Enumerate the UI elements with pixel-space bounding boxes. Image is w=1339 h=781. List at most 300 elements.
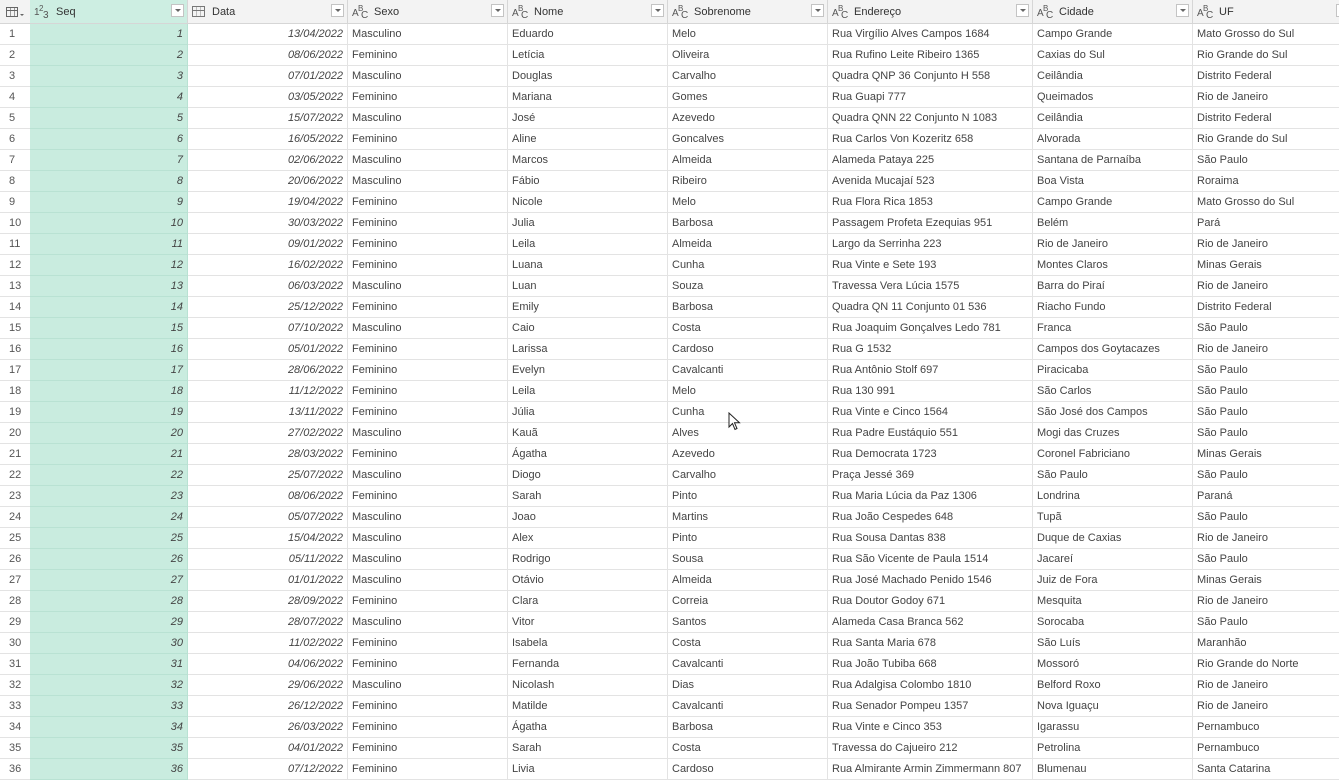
filter-dropdown-button[interactable] (171, 4, 184, 17)
cell-sexo[interactable]: Feminino (348, 360, 508, 381)
cell-data[interactable]: 06/03/2022 (188, 276, 348, 297)
cell-uf[interactable]: Paraná (1193, 486, 1339, 507)
column-header-cidade[interactable] (1033, 0, 1193, 23)
cell-seq[interactable]: 29 (30, 612, 188, 633)
cell-cidade[interactable]: Petrolina (1033, 738, 1193, 759)
cell-sobrenome[interactable]: Barbosa (668, 297, 828, 318)
cell-sobrenome[interactable]: Costa (668, 633, 828, 654)
cell-seq[interactable]: 22 (30, 465, 188, 486)
table-row[interactable] (0, 255, 1339, 276)
cell-sobrenome[interactable]: Dias (668, 675, 828, 696)
cell-sobrenome[interactable]: Cavalcanti (668, 360, 828, 381)
cell-uf[interactable]: Minas Gerais (1193, 444, 1339, 465)
cell-sexo[interactable]: Feminino (348, 45, 508, 66)
cell-cidade[interactable]: Belém (1033, 213, 1193, 234)
cell-nome[interactable]: Matilde (508, 696, 668, 717)
cell-endereco[interactable]: Rua Maria Lúcia da Paz 1306 (828, 486, 1033, 507)
text-type-icon[interactable]: A B C (1037, 3, 1054, 21)
column-header-sexo[interactable] (348, 0, 508, 23)
cell-endereco[interactable]: Rua Vinte e Cinco 353 (828, 717, 1033, 738)
cell-data[interactable]: 19/04/2022 (188, 192, 348, 213)
cell-endereco[interactable]: Rua Padre Eustáquio 551 (828, 423, 1033, 444)
cell-sexo[interactable]: Feminino (348, 381, 508, 402)
cell-data[interactable]: 11/02/2022 (188, 633, 348, 654)
cell-cidade[interactable]: Piracicaba (1033, 360, 1193, 381)
cell-data[interactable]: 28/06/2022 (188, 360, 348, 381)
cell-sobrenome[interactable]: Carvalho (668, 465, 828, 486)
cell-data[interactable]: 28/03/2022 (188, 444, 348, 465)
cell-nome[interactable]: Ágatha (508, 444, 668, 465)
cell-seq[interactable]: 17 (30, 360, 188, 381)
text-type-icon[interactable]: A B C (832, 3, 849, 21)
table-row[interactable] (0, 213, 1339, 234)
cell-sexo[interactable]: Feminino (348, 129, 508, 150)
cell-seq[interactable]: 30 (30, 633, 188, 654)
cell-sexo[interactable]: Masculino (348, 528, 508, 549)
cell-sobrenome[interactable]: Cavalcanti (668, 654, 828, 675)
cell-seq[interactable]: 27 (30, 570, 188, 591)
cell-nome[interactable]: Leila (508, 381, 668, 402)
cell-data[interactable]: 25/12/2022 (188, 297, 348, 318)
cell-seq[interactable]: 8 (30, 171, 188, 192)
cell-cidade[interactable]: Londrina (1033, 486, 1193, 507)
cell-endereco[interactable]: Rua João Cespedes 648 (828, 507, 1033, 528)
cell-endereco[interactable]: Largo da Serrinha 223 (828, 234, 1033, 255)
cell-sobrenome[interactable]: Gomes (668, 87, 828, 108)
cell-nome[interactable]: Eduardo (508, 24, 668, 45)
table-row[interactable] (0, 192, 1339, 213)
cell-uf[interactable]: Maranhão (1193, 633, 1339, 654)
cell-endereco[interactable]: Rua Almirante Armin Zimmermann 807 (828, 759, 1033, 780)
cell-uf[interactable]: Rio Grande do Norte (1193, 654, 1339, 675)
cell-uf[interactable]: Rio de Janeiro (1193, 339, 1339, 360)
cell-sexo[interactable]: Feminino (348, 213, 508, 234)
table-row[interactable] (0, 675, 1339, 696)
cell-uf[interactable]: São Paulo (1193, 318, 1339, 339)
cell-cidade[interactable]: Jacareí (1033, 549, 1193, 570)
table-row[interactable] (0, 171, 1339, 192)
cell-nome[interactable]: Livia (508, 759, 668, 780)
table-row[interactable] (0, 297, 1339, 318)
cell-sexo[interactable]: Feminino (348, 717, 508, 738)
cell-data[interactable]: 07/10/2022 (188, 318, 348, 339)
cell-sexo[interactable]: Feminino (348, 255, 508, 276)
cell-nome[interactable]: Vitor (508, 612, 668, 633)
cell-nome[interactable]: Marcos (508, 150, 668, 171)
table-row[interactable] (0, 717, 1339, 738)
cell-cidade[interactable]: Tupã (1033, 507, 1193, 528)
cell-data[interactable]: 07/01/2022 (188, 66, 348, 87)
cell-sobrenome[interactable]: Costa (668, 318, 828, 339)
cell-endereco[interactable]: Rua Doutor Godoy 671 (828, 591, 1033, 612)
cell-sobrenome[interactable]: Cardoso (668, 759, 828, 780)
cell-endereco[interactable]: Rua Guapi 777 (828, 87, 1033, 108)
table-row[interactable] (0, 696, 1339, 717)
cell-cidade[interactable]: Blumenau (1033, 759, 1193, 780)
cell-endereco[interactable]: Rua Antônio Stolf 697 (828, 360, 1033, 381)
table-row[interactable] (0, 108, 1339, 129)
cell-sexo[interactable]: Feminino (348, 87, 508, 108)
cell-sobrenome[interactable]: Correia (668, 591, 828, 612)
cell-nome[interactable]: Ágatha (508, 717, 668, 738)
cell-uf[interactable]: São Paulo (1193, 360, 1339, 381)
cell-nome[interactable]: Diogo (508, 465, 668, 486)
cell-nome[interactable]: Alex (508, 528, 668, 549)
cell-sobrenome[interactable]: Cunha (668, 255, 828, 276)
cell-uf[interactable]: Distrito Federal (1193, 108, 1339, 129)
cell-data[interactable]: 27/02/2022 (188, 423, 348, 444)
filter-dropdown-button[interactable] (331, 4, 344, 17)
cell-sexo[interactable]: Masculino (348, 612, 508, 633)
filter-dropdown-button[interactable] (1016, 4, 1029, 17)
column-header-nome[interactable] (508, 0, 668, 23)
cell-endereco[interactable]: Rua Vinte e Cinco 1564 (828, 402, 1033, 423)
cell-endereco[interactable]: Rua Democrata 1723 (828, 444, 1033, 465)
cell-sexo[interactable]: Feminino (348, 696, 508, 717)
cell-data[interactable]: 13/04/2022 (188, 24, 348, 45)
cell-nome[interactable]: Júlia (508, 402, 668, 423)
cell-uf[interactable]: Santa Catarina (1193, 759, 1339, 780)
cell-endereco[interactable]: Rua São Vicente de Paula 1514 (828, 549, 1033, 570)
cell-endereco[interactable]: Alameda Pataya 225 (828, 150, 1033, 171)
cell-sexo[interactable]: Feminino (348, 591, 508, 612)
cell-endereco[interactable]: Travessa Vera Lúcia 1575 (828, 276, 1033, 297)
cell-cidade[interactable]: Campo Grande (1033, 24, 1193, 45)
cell-data[interactable]: 13/11/2022 (188, 402, 348, 423)
cell-uf[interactable]: Rio de Janeiro (1193, 87, 1339, 108)
cell-uf[interactable]: São Paulo (1193, 402, 1339, 423)
cell-nome[interactable]: Caio (508, 318, 668, 339)
filter-dropdown-button[interactable] (811, 4, 824, 17)
cell-seq[interactable]: 28 (30, 591, 188, 612)
cell-endereco[interactable]: Quadra QN 11 Conjunto 01 536 (828, 297, 1033, 318)
cell-seq[interactable]: 36 (30, 759, 188, 780)
table-row[interactable] (0, 381, 1339, 402)
cell-endereco[interactable]: Praça Jessé 369 (828, 465, 1033, 486)
cell-data[interactable]: 01/01/2022 (188, 570, 348, 591)
cell-seq[interactable]: 32 (30, 675, 188, 696)
cell-sobrenome[interactable]: Pinto (668, 486, 828, 507)
cell-data[interactable]: 05/01/2022 (188, 339, 348, 360)
cell-uf[interactable]: Rio de Janeiro (1193, 276, 1339, 297)
cell-seq[interactable]: 25 (30, 528, 188, 549)
table-row[interactable] (0, 486, 1339, 507)
cell-sexo[interactable]: Feminino (348, 759, 508, 780)
table-row[interactable] (0, 528, 1339, 549)
cell-seq[interactable]: 13 (30, 276, 188, 297)
cell-data[interactable]: 09/01/2022 (188, 234, 348, 255)
cell-data[interactable]: 04/01/2022 (188, 738, 348, 759)
cell-sexo[interactable]: Feminino (348, 339, 508, 360)
cell-seq[interactable]: 20 (30, 423, 188, 444)
cell-sobrenome[interactable]: Carvalho (668, 66, 828, 87)
table-row[interactable] (0, 570, 1339, 591)
cell-endereco[interactable]: Quadra QNN 22 Conjunto N 1083 (828, 108, 1033, 129)
cell-cidade[interactable]: São Luís (1033, 633, 1193, 654)
cell-nome[interactable]: Letícia (508, 45, 668, 66)
cell-uf[interactable]: Rio de Janeiro (1193, 696, 1339, 717)
cell-nome[interactable]: Evelyn (508, 360, 668, 381)
cell-uf[interactable]: Mato Grosso do Sul (1193, 192, 1339, 213)
cell-cidade[interactable]: Franca (1033, 318, 1193, 339)
cell-sexo[interactable]: Masculino (348, 465, 508, 486)
table-row[interactable] (0, 591, 1339, 612)
cell-sobrenome[interactable]: Pinto (668, 528, 828, 549)
cell-sexo[interactable]: Masculino (348, 423, 508, 444)
cell-sobrenome[interactable]: Melo (668, 24, 828, 45)
cell-nome[interactable]: José (508, 108, 668, 129)
text-type-icon[interactable]: A B C (352, 3, 369, 21)
cell-sobrenome[interactable]: Costa (668, 738, 828, 759)
cell-endereco[interactable]: Rua Adalgisa Colombo 1810 (828, 675, 1033, 696)
cell-sobrenome[interactable]: Almeida (668, 234, 828, 255)
cell-seq[interactable]: 10 (30, 213, 188, 234)
cell-data[interactable]: 05/11/2022 (188, 549, 348, 570)
cell-sobrenome[interactable]: Ribeiro (668, 171, 828, 192)
table-row[interactable] (0, 549, 1339, 570)
table-row[interactable] (0, 465, 1339, 486)
cell-endereco[interactable]: Avenida Mucajaí 523 (828, 171, 1033, 192)
cell-data[interactable]: 28/07/2022 (188, 612, 348, 633)
cell-nome[interactable]: Julia (508, 213, 668, 234)
cell-endereco[interactable]: Rua Virgílio Alves Campos 1684 (828, 24, 1033, 45)
cell-sexo[interactable]: Feminino (348, 486, 508, 507)
cell-data[interactable]: 08/06/2022 (188, 486, 348, 507)
table-row[interactable] (0, 87, 1339, 108)
cell-endereco[interactable]: Rua Joaquim Gonçalves Ledo 781 (828, 318, 1033, 339)
cell-uf[interactable]: Rio Grande do Sul (1193, 45, 1339, 66)
cell-sexo[interactable]: Masculino (348, 150, 508, 171)
cell-sexo[interactable]: Masculino (348, 276, 508, 297)
filter-dropdown-button[interactable] (491, 4, 504, 17)
cell-sobrenome[interactable]: Almeida (668, 150, 828, 171)
cell-data[interactable]: 16/02/2022 (188, 255, 348, 276)
text-type-icon[interactable]: A B C (1197, 3, 1214, 21)
cell-uf[interactable]: São Paulo (1193, 150, 1339, 171)
cell-cidade[interactable]: Belford Roxo (1033, 675, 1193, 696)
cell-cidade[interactable]: Sorocaba (1033, 612, 1193, 633)
cell-endereco[interactable]: Quadra QNP 36 Conjunto H 558 (828, 66, 1033, 87)
cell-uf[interactable]: Rio Grande do Sul (1193, 129, 1339, 150)
cell-sexo[interactable]: Feminino (348, 192, 508, 213)
cell-cidade[interactable]: São José dos Campos (1033, 402, 1193, 423)
cell-nome[interactable]: Otávio (508, 570, 668, 591)
cell-data[interactable]: 04/06/2022 (188, 654, 348, 675)
date-type-icon[interactable] (192, 6, 205, 17)
cell-endereco[interactable]: Alameda Casa Branca 562 (828, 612, 1033, 633)
cell-uf[interactable]: Roraima (1193, 171, 1339, 192)
cell-data[interactable]: 08/06/2022 (188, 45, 348, 66)
cell-sobrenome[interactable]: Melo (668, 381, 828, 402)
cell-uf[interactable]: Minas Gerais (1193, 255, 1339, 276)
cell-seq[interactable]: 21 (30, 444, 188, 465)
cell-cidade[interactable]: Ceilândia (1033, 66, 1193, 87)
cell-sexo[interactable]: Masculino (348, 675, 508, 696)
cell-uf[interactable]: São Paulo (1193, 381, 1339, 402)
cell-data[interactable]: 16/05/2022 (188, 129, 348, 150)
cell-nome[interactable]: Nicole (508, 192, 668, 213)
cell-endereco[interactable]: Rua Santa Maria 678 (828, 633, 1033, 654)
cell-endereco[interactable]: Rua Vinte e Sete 193 (828, 255, 1033, 276)
cell-seq[interactable]: 4 (30, 87, 188, 108)
cell-data[interactable]: 26/12/2022 (188, 696, 348, 717)
cell-seq[interactable]: 9 (30, 192, 188, 213)
cell-data[interactable]: 15/07/2022 (188, 108, 348, 129)
cell-data[interactable]: 07/12/2022 (188, 759, 348, 780)
cell-uf[interactable]: Minas Gerais (1193, 570, 1339, 591)
cell-sobrenome[interactable]: Melo (668, 192, 828, 213)
cell-nome[interactable]: Sarah (508, 738, 668, 759)
cell-nome[interactable]: Clara (508, 591, 668, 612)
cell-nome[interactable]: Nicolash (508, 675, 668, 696)
cell-cidade[interactable]: Mossoró (1033, 654, 1193, 675)
cell-sobrenome[interactable]: Cavalcanti (668, 696, 828, 717)
cell-nome[interactable]: Rodrigo (508, 549, 668, 570)
table-row[interactable] (0, 759, 1339, 780)
cell-sobrenome[interactable]: Goncalves (668, 129, 828, 150)
cell-seq[interactable]: 35 (30, 738, 188, 759)
cell-sobrenome[interactable]: Souza (668, 276, 828, 297)
cell-uf[interactable]: São Paulo (1193, 549, 1339, 570)
cell-cidade[interactable]: Boa Vista (1033, 171, 1193, 192)
cell-sobrenome[interactable]: Azevedo (668, 444, 828, 465)
cell-endereco[interactable]: Rua Sousa Dantas 838 (828, 528, 1033, 549)
cell-seq[interactable]: 23 (30, 486, 188, 507)
cell-data[interactable]: 11/12/2022 (188, 381, 348, 402)
cell-sexo[interactable]: Masculino (348, 66, 508, 87)
cell-uf[interactable]: Distrito Federal (1193, 297, 1339, 318)
cell-sexo[interactable]: Feminino (348, 633, 508, 654)
cell-data[interactable]: 05/07/2022 (188, 507, 348, 528)
cell-endereco[interactable]: Rua Rufino Leite Ribeiro 1365 (828, 45, 1033, 66)
cell-sobrenome[interactable]: Sousa (668, 549, 828, 570)
cell-seq[interactable]: 14 (30, 297, 188, 318)
cell-seq[interactable]: 16 (30, 339, 188, 360)
cell-sexo[interactable]: Feminino (348, 654, 508, 675)
cell-endereco[interactable]: Rua G 1532 (828, 339, 1033, 360)
cell-seq[interactable]: 2 (30, 45, 188, 66)
cell-cidade[interactable]: Barra do Piraí (1033, 276, 1193, 297)
cell-seq[interactable]: 33 (30, 696, 188, 717)
table-row[interactable] (0, 45, 1339, 66)
cell-seq[interactable]: 3 (30, 66, 188, 87)
cell-nome[interactable]: Isabela (508, 633, 668, 654)
cell-sobrenome[interactable]: Martins (668, 507, 828, 528)
cell-nome[interactable]: Mariana (508, 87, 668, 108)
cell-sobrenome[interactable]: Alves (668, 423, 828, 444)
cell-data[interactable]: 29/06/2022 (188, 675, 348, 696)
cell-sobrenome[interactable]: Cardoso (668, 339, 828, 360)
cell-seq[interactable]: 7 (30, 150, 188, 171)
cell-cidade[interactable]: Campo Grande (1033, 192, 1193, 213)
cell-sexo[interactable]: Feminino (348, 402, 508, 423)
cell-cidade[interactable]: Mogi das Cruzes (1033, 423, 1193, 444)
cell-cidade[interactable]: Coronel Fabriciano (1033, 444, 1193, 465)
cell-sobrenome[interactable]: Barbosa (668, 717, 828, 738)
cell-nome[interactable]: Luan (508, 276, 668, 297)
cell-sexo[interactable]: Masculino (348, 171, 508, 192)
cell-nome[interactable]: Aline (508, 129, 668, 150)
cell-seq[interactable]: 34 (30, 717, 188, 738)
cell-nome[interactable]: Luana (508, 255, 668, 276)
cell-uf[interactable]: Distrito Federal (1193, 66, 1339, 87)
cell-uf[interactable]: Pernambuco (1193, 738, 1339, 759)
cell-seq[interactable]: 19 (30, 402, 188, 423)
table-row[interactable] (0, 24, 1339, 45)
cell-nome[interactable]: Joao (508, 507, 668, 528)
cell-sexo[interactable]: Feminino (348, 444, 508, 465)
cell-endereco[interactable]: Rua Senador Pompeu 1357 (828, 696, 1033, 717)
cell-endereco[interactable]: Travessa do Cajueiro 212 (828, 738, 1033, 759)
cell-uf[interactable]: Rio de Janeiro (1193, 591, 1339, 612)
table-row[interactable] (0, 339, 1339, 360)
cell-data[interactable]: 26/03/2022 (188, 717, 348, 738)
cell-data[interactable]: 03/05/2022 (188, 87, 348, 108)
text-type-icon[interactable]: A B C (512, 3, 529, 21)
cell-uf[interactable]: Pernambuco (1193, 717, 1339, 738)
cell-sobrenome[interactable]: Oliveira (668, 45, 828, 66)
cell-sexo[interactable]: Feminino (348, 234, 508, 255)
cell-seq[interactable]: 5 (30, 108, 188, 129)
cell-endereco[interactable]: Rua Carlos Von Kozeritz 658 (828, 129, 1033, 150)
cell-cidade[interactable]: Riacho Fundo (1033, 297, 1193, 318)
cell-nome[interactable]: Leila (508, 234, 668, 255)
cell-cidade[interactable]: Mesquita (1033, 591, 1193, 612)
cell-uf[interactable]: Rio de Janeiro (1193, 528, 1339, 549)
cell-cidade[interactable]: Duque de Caxias (1033, 528, 1193, 549)
cell-data[interactable]: 15/04/2022 (188, 528, 348, 549)
cell-seq[interactable]: 18 (30, 381, 188, 402)
cell-cidade[interactable]: Campos dos Goytacazes (1033, 339, 1193, 360)
cell-data[interactable]: 30/03/2022 (188, 213, 348, 234)
cell-seq[interactable]: 24 (30, 507, 188, 528)
cell-cidade[interactable]: Nova Iguaçu (1033, 696, 1193, 717)
cell-nome[interactable]: Sarah (508, 486, 668, 507)
filter-dropdown-button[interactable] (651, 4, 664, 17)
cell-uf[interactable]: Rio de Janeiro (1193, 234, 1339, 255)
column-header-seq[interactable] (30, 0, 188, 23)
cell-uf[interactable]: São Paulo (1193, 465, 1339, 486)
column-header-data[interactable] (188, 0, 348, 23)
cell-nome[interactable]: Fernanda (508, 654, 668, 675)
cell-sobrenome[interactable]: Almeida (668, 570, 828, 591)
cell-sexo[interactable]: Masculino (348, 507, 508, 528)
cell-endereco[interactable]: Rua José Machado Penido 1546 (828, 570, 1033, 591)
number-type-icon[interactable]: 1 2 3 (34, 3, 49, 21)
cell-cidade[interactable]: Ceilândia (1033, 108, 1193, 129)
cell-cidade[interactable]: Igarassu (1033, 717, 1193, 738)
table-row[interactable] (0, 129, 1339, 150)
table-row[interactable] (0, 360, 1339, 381)
cell-nome[interactable]: Douglas (508, 66, 668, 87)
column-header-endereco[interactable] (828, 0, 1033, 23)
cell-sexo[interactable]: Masculino (348, 570, 508, 591)
cell-uf[interactable]: Pará (1193, 213, 1339, 234)
column-header-sobrenome[interactable] (668, 0, 828, 23)
cell-uf[interactable]: Rio de Janeiro (1193, 675, 1339, 696)
cell-sobrenome[interactable]: Santos (668, 612, 828, 633)
table-row[interactable] (0, 738, 1339, 759)
table-menu-button[interactable] (0, 0, 30, 23)
cell-seq[interactable]: 11 (30, 234, 188, 255)
table-row[interactable] (0, 612, 1339, 633)
cell-endereco[interactable]: Rua Flora Rica 1853 (828, 192, 1033, 213)
cell-data[interactable]: 28/09/2022 (188, 591, 348, 612)
cell-cidade[interactable]: Santana de Parnaíba (1033, 150, 1193, 171)
table-row[interactable] (0, 150, 1339, 171)
cell-cidade[interactable]: Rio de Janeiro (1033, 234, 1193, 255)
cell-cidade[interactable]: São Carlos (1033, 381, 1193, 402)
